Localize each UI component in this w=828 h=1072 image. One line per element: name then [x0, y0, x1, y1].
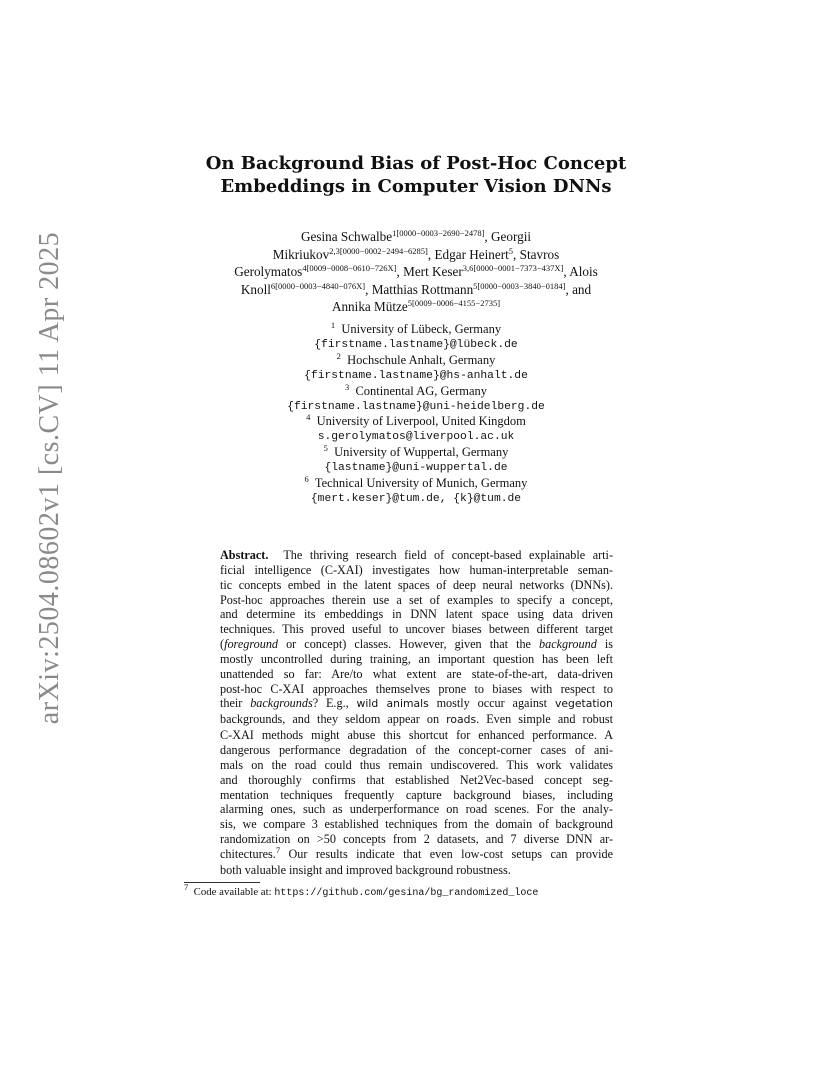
abstract-text: backgrounds, and they seldom appear on	[220, 712, 447, 727]
author-line-3	[170, 264, 662, 282]
affiliation-number: 2	[336, 350, 341, 361]
paper-title	[170, 152, 662, 198]
abstract-concept-term: roads	[446, 713, 477, 727]
abstract-line: tic concepts embed in the latent spaces of deep neural networks (DNNs).	[220, 577, 613, 592]
abstract-text: or concept) classes. However, given that the	[278, 637, 540, 652]
abstract-text: is	[596, 637, 613, 652]
author-name: Annika Mütze	[331, 299, 408, 314]
author-name: , Mert Keser	[396, 264, 463, 279]
abstract-line	[220, 844, 613, 863]
abstract-line: both valuable insight and improved background robustness.	[220, 862, 511, 877]
affiliation-1	[170, 322, 662, 338]
abstract-emphasis: background	[539, 637, 597, 652]
abstract-line	[220, 548, 613, 563]
abstract-line	[220, 637, 613, 652]
affiliation-5	[170, 445, 662, 461]
title-line-2: Embeddings in Computer Vision DNNs	[220, 176, 612, 197]
abstract-emphasis: foreground	[224, 637, 279, 652]
abstract-line: post-hoc C-XAI approaches themselves prone to biases with respect to	[220, 681, 613, 696]
author-name: Mikriukov	[272, 246, 330, 262]
abstract-line: techniques. This proved useful to uncover biases between different target	[220, 622, 613, 637]
footnote	[184, 882, 644, 901]
author-name: , Edgar Heinert	[427, 246, 509, 262]
author-line-5	[170, 299, 662, 317]
author-orcid: 2,3[0000−0002−2494−6285]	[329, 245, 428, 256]
abstract-text: ? E.g.,	[312, 696, 357, 711]
affiliation-name: University of Wuppertal, Germany	[334, 445, 509, 460]
abstract-line	[220, 712, 613, 728]
abstract-text: . Even simple and robust	[476, 712, 613, 727]
author-line-2	[170, 247, 662, 265]
author-list	[170, 229, 662, 317]
affiliation-4	[170, 414, 662, 430]
affiliation-email: {firstname.lastname}@uni-heidelberg.de	[287, 400, 545, 413]
abstract	[220, 548, 613, 878]
author-affil-mark: 5	[508, 245, 514, 256]
author-name: , Alois	[563, 264, 598, 279]
affiliation-email: s.gerolymatos@liverpool.ac.uk	[317, 431, 515, 444]
abstract-line: dangerous performance degradation of the concept-corner cases of ani-	[220, 742, 613, 757]
footnote-divider	[184, 882, 260, 883]
affiliation-email: {mert.keser}@tum.de, {k}@tum.de	[310, 492, 522, 505]
affiliation-name: University of Liverpool, United Kingdom	[316, 414, 526, 429]
abstract-line: Post-hoc approaches therein use a set of examples to specify a concept,	[220, 592, 613, 607]
abstract-line: ficial intelligence (C-XAI) investigates how human-interpretable seman-	[220, 562, 613, 577]
abstract-line: mentation techniques frequently capture background biases, including	[220, 787, 613, 802]
abstract-concept-term: vegetation	[554, 697, 613, 711]
abstract-line: and thoroughly confirms that established Net2Vec-based concept seg-	[220, 772, 613, 787]
author-line-4	[170, 282, 662, 300]
footnote-number: 7	[184, 882, 189, 892]
author-separator: , and	[565, 281, 592, 297]
abstract-concept-term: wild animals	[356, 697, 429, 711]
abstract-text: their	[220, 696, 251, 711]
abstract-line: mals on the road could thus remain undiscovered. This work validates	[220, 757, 613, 772]
abstract-emphasis: backgrounds	[250, 696, 313, 711]
abstract-text: chitectures.	[220, 846, 276, 861]
affiliation-name: Continental AG, Germany	[355, 383, 488, 398]
abstract-text: (	[220, 637, 225, 652]
abstract-label: Abstract.	[220, 548, 269, 562]
affiliation-6	[170, 476, 662, 492]
author-orcid: 5[0009−0006−4155−2735]	[407, 298, 501, 308]
author-name: Gesina Schwalbe	[300, 229, 393, 244]
abstract-line: C-XAI methods might abuse this shortcut for enhanced performance. A	[220, 728, 613, 743]
affiliation-number: 5	[323, 443, 328, 454]
abstract-line: sis, we compare 3 established techniques from the domain of background	[220, 817, 613, 832]
author-orcid: 1[0000−0003−2690−2478]	[392, 228, 485, 238]
affiliation-3	[170, 381, 662, 400]
abstract-text: mostly occur against	[428, 696, 555, 711]
abstract-line: alarming ones, such as underperformance on road scenes. For the analy-	[220, 802, 613, 817]
author-orcid: 3,6[0000−0001−7373−437X]	[462, 263, 564, 273]
affiliation-email: {lastname}@uni-wuppertal.de	[324, 462, 508, 475]
abstract-line: unattended so far: Are/to what extent are state-of-the-art, data-driven	[220, 666, 613, 681]
affiliation-list	[170, 322, 662, 507]
author-orcid: 4[0009−0008−0610−726X]	[302, 263, 397, 273]
affiliation-number: 1	[330, 320, 336, 330]
affiliation-name: Hochschule Anhalt, Germany	[347, 352, 496, 367]
author-name: Gerolymatos	[234, 264, 303, 279]
author-name: , Matthias Rottmann	[365, 281, 474, 297]
author-orcid: 5[0000−0003−3840−0184]	[473, 280, 566, 291]
title-line-1: On Background Bias of Post-Hoc Concept	[205, 153, 627, 174]
footnote-text: Code available at:	[193, 886, 275, 898]
abstract-line: mostly uncontrolled during training, an important question has been left	[220, 651, 613, 666]
footnote-url-link[interactable]: https://github.com/gesina/bg_randomized_loce	[274, 888, 539, 899]
footnote-mark: 7	[275, 844, 281, 855]
affiliation-email: {firstname.lastname}@hs-anhalt.de	[304, 369, 528, 382]
affiliation-2	[170, 350, 662, 369]
author-line-1	[170, 229, 662, 247]
abstract-line: and determine its embeddings in DNN latent space using data driven	[220, 607, 613, 622]
abstract-text: Our results indicate that even low-cost setups can provide	[280, 846, 613, 861]
affiliation-number: 3	[344, 381, 350, 392]
author-name: , Stavros	[513, 246, 560, 262]
affiliation-name: University of Lübeck, Germany	[341, 322, 502, 336]
affiliation-name: Technical University of Munich, Germany	[314, 476, 528, 491]
affiliation-number: 4	[306, 412, 311, 423]
abstract-line: randomization on >50 concepts from 2 datasets, and 7 diverse DNN ar-	[220, 832, 613, 847]
author-name: Knoll	[240, 281, 271, 297]
author-orcid: 6[0000−0003−4840−076X]	[270, 280, 366, 291]
author-separator: , Georgii	[484, 229, 532, 244]
arxiv-identifier-stamp: arXiv:2504.08602v1 [cs.CV] 11 Apr 2025	[34, 231, 65, 725]
abstract-text: The thriving research field of concept-based explainable arti-	[283, 548, 614, 562]
affiliation-number: 6	[304, 474, 309, 485]
abstract-line	[220, 696, 613, 712]
affiliation-email: {firstname.lastname}@lübeck.de	[314, 338, 518, 351]
